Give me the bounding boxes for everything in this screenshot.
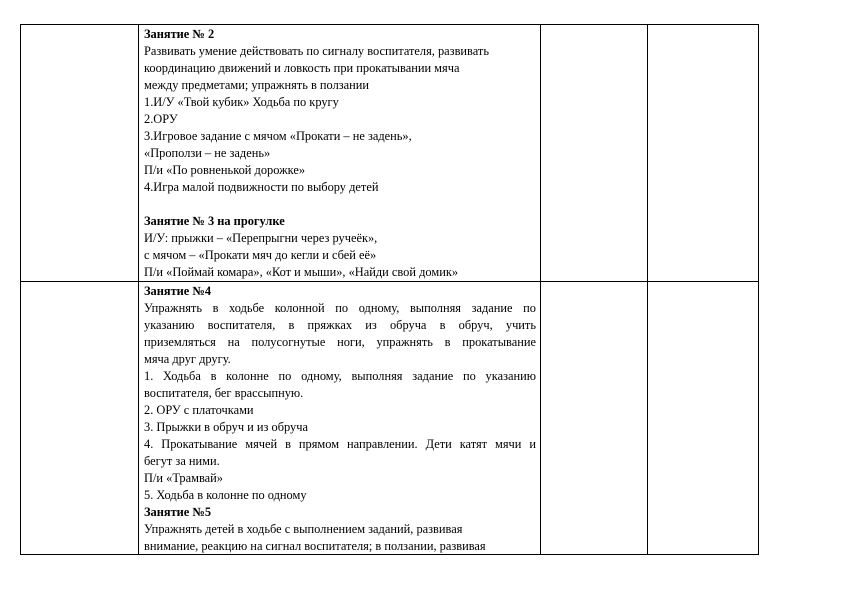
lesson-plan-table (20, 24, 759, 555)
lesson-heading: Занятие №4 (144, 284, 212, 298)
table-cell-content (139, 25, 541, 282)
table-cell-empty (648, 25, 759, 282)
text-line: воспитателя, бег врассыпную. (144, 386, 304, 400)
text-line: «Проползи – не задень» (144, 146, 271, 160)
text-line: 2. ОРУ с платочками (144, 403, 254, 417)
lesson-heading: Занятие № 2 (144, 27, 215, 41)
text-line: приземляться на полусогнутые ноги, упражнять в прокатывание (144, 335, 536, 349)
table-row (21, 25, 759, 282)
text-line: Упражнять детей в ходьбе с выполнением заданий, развивая (144, 522, 463, 536)
text-line: 2.ОРУ (144, 112, 178, 126)
lesson-heading: Занятие №5 (144, 505, 212, 519)
cell-text (139, 25, 540, 281)
table-cell-empty (541, 25, 648, 282)
text-line: между предметами; упражнять в ползании (144, 78, 370, 92)
text-line: бегут за ними. (144, 454, 220, 468)
text-line: Развивать умение действовать по сигналу воспитателя, развивать (144, 44, 489, 58)
text-line: П/и «По ровненькой дорожке» (144, 163, 306, 177)
text-line: И/У: прыжки – «Перепрыгни через ручеёк», (144, 231, 378, 245)
table-cell-content (139, 282, 541, 555)
text-line: Упражнять в ходьбе колонной по одному, выполняя задание по (144, 301, 536, 315)
table-row (21, 282, 759, 555)
text-line: 3.Игровое задание с мячом «Прокати – не задень», (144, 129, 412, 143)
text-line: 5. Ходьба в колонне по одному (144, 488, 307, 502)
text-line: 4. Прокатывание мячей в прямом направлении. Дети катят мячи и (144, 437, 536, 451)
cell-text (139, 282, 540, 554)
text-line: мяча друг другу. (144, 352, 231, 366)
text-line: с мячом – «Прокати мяч до кегли и сбей её» (144, 248, 377, 262)
text-line: 1.И/У «Твой кубик» Ходьба по кругу (144, 95, 339, 109)
text-line: П/и «Трамвай» (144, 471, 223, 485)
table-cell-empty (21, 282, 139, 555)
text-line: 4.Игра малой подвижности по выбору детей (144, 180, 379, 194)
text-line: внимание, реакцию на сигнал воспитателя; в ползании, развивая (144, 539, 486, 553)
table-cell-empty (541, 282, 648, 555)
text-line: 3. Прыжки в обруч и из обруча (144, 420, 308, 434)
text-line: П/и «Поймай комара», «Кот и мыши», «Найди свой домик» (144, 265, 459, 279)
table-cell-empty (21, 25, 139, 282)
table-cell-empty (648, 282, 759, 555)
text-line: координацию движений и ловкость при прокатывании мяча (144, 61, 460, 75)
lesson-heading: Занятие № 3 на прогулке (144, 214, 285, 228)
text-line: 1. Ходьба в колонне по одному, выполняя задание по указанию (144, 369, 536, 383)
blank-line (144, 196, 536, 213)
text-line: указанию воспитателя, в пряжках из обруча в обруч, учить (144, 318, 536, 332)
